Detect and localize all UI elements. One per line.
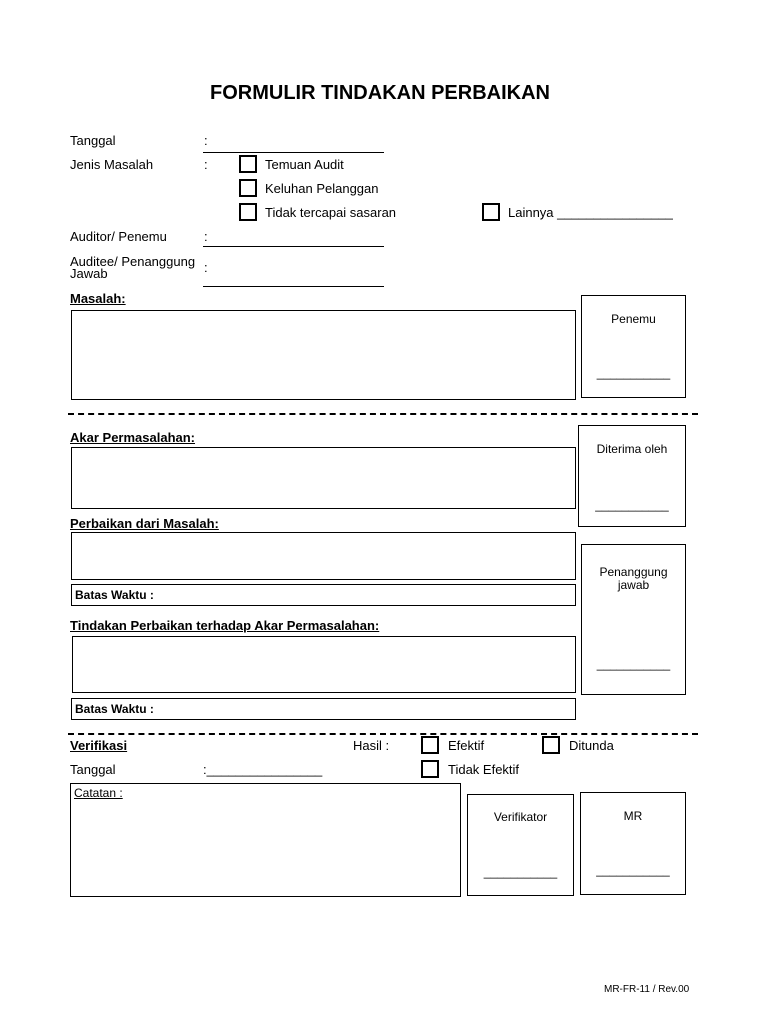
keluhan-pelanggan-label: Keluhan Pelanggan bbox=[265, 181, 379, 196]
perbaikan-heading: Perbaikan dari Masalah: bbox=[70, 516, 219, 531]
tidak-tercapai-label: Tidak tercapai sasaran bbox=[265, 205, 397, 220]
penanggung-signature-line: ___________ bbox=[596, 657, 671, 671]
auditee-label-line2: Jawab bbox=[70, 266, 108, 281]
tanggal-input-line[interactable] bbox=[203, 152, 384, 153]
diterima-oleh-signature-line: ___________ bbox=[595, 498, 669, 512]
verifikator-label: Verifikator bbox=[493, 810, 548, 824]
perbaikan-batas-waktu-field[interactable] bbox=[71, 584, 576, 606]
diterima-oleh-box bbox=[578, 425, 686, 527]
efektif-checkbox[interactable] bbox=[421, 736, 439, 754]
form-title: FORMULIR TINDAKAN PERBAIKAN bbox=[210, 82, 550, 104]
tanggal-colon: : bbox=[204, 133, 208, 148]
efektif-label: Efektif bbox=[448, 738, 485, 753]
tindakan-batas-waktu-label: Batas Waktu : bbox=[75, 702, 154, 716]
jenis-masalah-colon: : bbox=[204, 157, 208, 172]
penanggung-label-line2: jawab bbox=[617, 578, 650, 592]
temuan-audit-checkbox[interactable] bbox=[239, 155, 257, 173]
masalah-textbox[interactable] bbox=[71, 310, 576, 400]
tidak-efektif-label: Tidak Efektif bbox=[448, 762, 520, 777]
auditee-input-line[interactable] bbox=[203, 286, 384, 287]
mr-box bbox=[580, 792, 686, 895]
perbaikan-batas-waktu-label: Batas Waktu : bbox=[75, 588, 154, 602]
verifikasi-tanggal-field[interactable]: :________________ bbox=[203, 762, 323, 777]
auditor-colon: : bbox=[204, 229, 208, 244]
tindakan-textbox[interactable] bbox=[72, 636, 576, 693]
jenis-masalah-label: Jenis Masalah bbox=[70, 157, 154, 172]
masalah-heading: Masalah: bbox=[70, 291, 126, 306]
auditor-label: Auditor/ Penemu bbox=[70, 229, 167, 244]
penanggung-jawab-box bbox=[581, 544, 686, 695]
document-code: MR-FR-11 / Rev.00 bbox=[604, 984, 690, 995]
catatan-textbox[interactable] bbox=[70, 783, 461, 897]
hasil-label: Hasil : bbox=[353, 738, 390, 753]
auditor-input-line[interactable] bbox=[203, 246, 384, 247]
mr-signature-line: ___________ bbox=[596, 863, 670, 877]
lainnya-label: Lainnya ________________ bbox=[508, 205, 673, 220]
catatan-label: Catatan : bbox=[74, 786, 123, 800]
penemu-label: Penemu bbox=[611, 312, 656, 326]
mr-label: MR bbox=[623, 809, 643, 823]
section-divider-1 bbox=[68, 413, 698, 415]
tindakan-heading: Tindakan Perbaikan terhadap Akar Permasalahan: bbox=[70, 618, 380, 633]
tidak-efektif-checkbox[interactable] bbox=[421, 760, 439, 778]
verifikator-box bbox=[467, 794, 574, 896]
auditee-colon: : bbox=[204, 260, 208, 275]
akar-textbox[interactable] bbox=[71, 447, 576, 509]
section-divider-2 bbox=[68, 733, 698, 735]
verifikasi-heading: Verifikasi bbox=[70, 738, 128, 753]
perbaikan-textbox[interactable] bbox=[71, 532, 576, 580]
lainnya-checkbox[interactable] bbox=[482, 203, 500, 221]
penemu-signature-line: ___________ bbox=[596, 366, 671, 380]
tindakan-batas-waktu-field[interactable] bbox=[71, 698, 576, 720]
temuan-audit-label: Temuan Audit bbox=[265, 157, 344, 172]
penemu-signature-box bbox=[581, 295, 686, 398]
keluhan-pelanggan-checkbox[interactable] bbox=[239, 179, 257, 197]
ditunda-label: Ditunda bbox=[569, 738, 614, 753]
verifikasi-tanggal-label: Tanggal bbox=[70, 762, 116, 777]
akar-heading: Akar Permasalahan: bbox=[70, 430, 196, 445]
tidak-tercapai-checkbox[interactable] bbox=[239, 203, 257, 221]
verifikator-signature-line: ___________ bbox=[483, 865, 558, 879]
tanggal-label: Tanggal bbox=[70, 133, 116, 148]
ditunda-checkbox[interactable] bbox=[542, 736, 560, 754]
diterima-oleh-label: Diterima oleh bbox=[596, 442, 668, 456]
penanggung-label-line1: Penanggung bbox=[599, 565, 668, 579]
auditee-label-line1: Auditee/ Penanggung bbox=[70, 254, 196, 269]
